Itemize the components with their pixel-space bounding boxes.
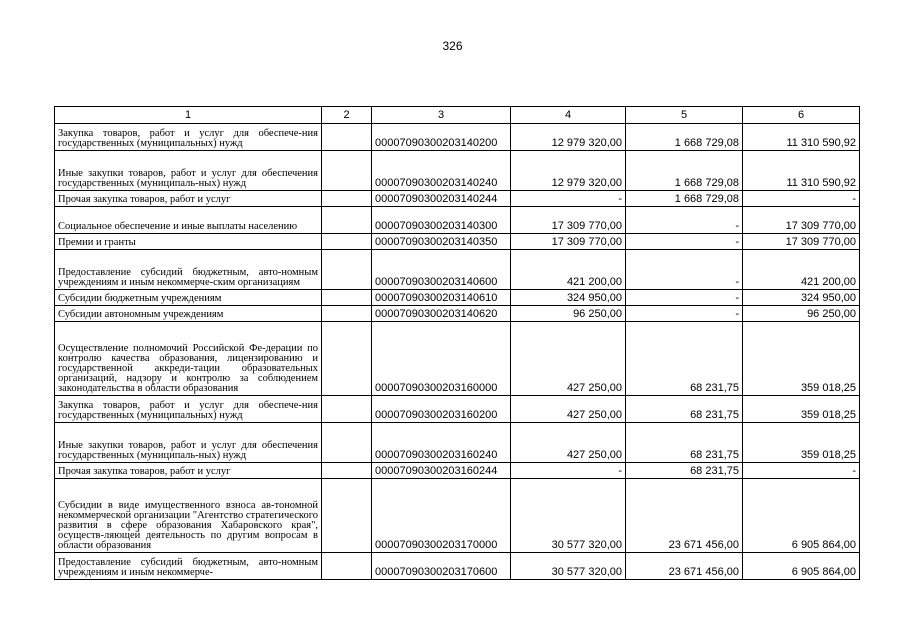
row-plan-cell: 17 309 770,00 [511, 234, 626, 250]
row-name-cell: Иные закупки товаров, работ и услуг для обеспечения государственных (муниципаль-ных) нужд [55, 151, 322, 191]
row-code-cell: 00007090300203160244 [372, 463, 511, 479]
row-plan-cell: 30 577 320,00 [511, 479, 626, 553]
row-name-cell: Закупка товаров, работ и услуг для обеспече-ния государственных (муниципальных) нужд [55, 124, 322, 151]
row-plan-cell: 12 979 320,00 [511, 124, 626, 151]
table-row [55, 423, 860, 463]
row-executed-cell: 68 231,75 [626, 463, 743, 479]
column-header: 4 [511, 107, 626, 124]
table-row [55, 250, 860, 290]
row-executed-cell: 68 231,75 [626, 423, 743, 463]
row-admin-cell [322, 191, 372, 207]
row-executed-cell: - [626, 234, 743, 250]
row-name-cell: Субсидии бюджетным учреждениям [55, 290, 322, 306]
row-executed-cell: - [626, 207, 743, 234]
row-plan-cell: 324 950,00 [511, 290, 626, 306]
row-name-cell: Предоставление субсидий бюджетным, авто-номным учреждениям и иным некоммерче-ским организациям [55, 250, 322, 290]
row-admin-cell [322, 322, 372, 396]
table-row [55, 234, 860, 250]
row-name-cell: Социальное обеспечение и иные выплаты населению [55, 207, 322, 234]
table-row [55, 463, 860, 479]
row-plan-cell: - [511, 463, 626, 479]
table-row [55, 553, 860, 580]
row-plan-cell: 96 250,00 [511, 306, 626, 322]
row-admin-cell [322, 396, 372, 423]
row-remainder-cell: 359 018,25 [743, 423, 860, 463]
row-admin-cell [322, 553, 372, 580]
row-plan-cell: 427 250,00 [511, 423, 626, 463]
row-plan-cell: 12 979 320,00 [511, 151, 626, 191]
row-admin-cell [322, 124, 372, 151]
row-code-cell: 00007090300203140300 [372, 207, 511, 234]
row-remainder-cell: - [743, 463, 860, 479]
row-remainder-cell: 324 950,00 [743, 290, 860, 306]
row-code-cell: 00007090300203140200 [372, 124, 511, 151]
row-plan-cell: 17 309 770,00 [511, 207, 626, 234]
row-code-cell: 00007090300203160200 [372, 396, 511, 423]
row-remainder-cell: 6 905 864,00 [743, 553, 860, 580]
row-admin-cell [322, 423, 372, 463]
row-remainder-cell: 17 309 770,00 [743, 234, 860, 250]
row-code-cell: 00007090300203160240 [372, 423, 511, 463]
row-admin-cell [322, 207, 372, 234]
row-executed-cell: 23 671 456,00 [626, 553, 743, 580]
row-name-cell: Иные закупки товаров, работ и услуг для обеспечения государственных (муниципаль-ных) нужд [55, 423, 322, 463]
table-row [55, 396, 860, 423]
row-remainder-cell: 421 200,00 [743, 250, 860, 290]
row-executed-cell: 1 668 729,08 [626, 151, 743, 191]
row-name-cell: Прочая закупка товаров, работ и услуг [55, 463, 322, 479]
row-admin-cell [322, 479, 372, 553]
row-code-cell: 00007090300203170000 [372, 479, 511, 553]
row-plan-cell: 427 250,00 [511, 396, 626, 423]
row-plan-cell: 421 200,00 [511, 250, 626, 290]
row-executed-cell: 68 231,75 [626, 322, 743, 396]
row-executed-cell: 1 668 729,08 [626, 124, 743, 151]
row-remainder-cell: 11 310 590,92 [743, 124, 860, 151]
row-code-cell: 00007090300203170600 [372, 553, 511, 580]
row-code-cell: 00007090300203160000 [372, 322, 511, 396]
row-executed-cell: - [626, 250, 743, 290]
column-header: 5 [626, 107, 743, 124]
row-admin-cell [322, 250, 372, 290]
row-admin-cell [322, 151, 372, 191]
page-number: 326 [442, 39, 463, 53]
row-name-cell: Субсидии автономным учреждениям [55, 306, 322, 322]
column-header: 2 [322, 107, 372, 124]
table-row [55, 290, 860, 306]
row-executed-cell: 1 668 729,08 [626, 191, 743, 207]
row-remainder-cell: 11 310 590,92 [743, 151, 860, 191]
row-code-cell: 00007090300203140620 [372, 306, 511, 322]
budget-table [54, 106, 860, 580]
table-row [55, 479, 860, 553]
table-row [55, 306, 860, 322]
row-remainder-cell: 359 018,25 [743, 322, 860, 396]
row-executed-cell: - [626, 290, 743, 306]
row-name-cell: Прочая закупка товаров, работ и услуг [55, 191, 322, 207]
column-header: 1 [55, 107, 322, 124]
column-header: 6 [743, 107, 860, 124]
row-name-cell: Субсидии в виде имущественного взноса ав-тономной некоммерческой организации "Агентство стратегического развития в сфере образования Хабаровского края", осуществ-ляющей деятельность по другим вопросам в области образования [55, 479, 322, 553]
row-admin-cell [322, 463, 372, 479]
row-remainder-cell: 17 309 770,00 [743, 207, 860, 234]
table-row [55, 322, 860, 396]
row-name-cell: Премии и гранты [55, 234, 322, 250]
row-executed-cell: 23 671 456,00 [626, 479, 743, 553]
row-executed-cell: 68 231,75 [626, 396, 743, 423]
row-name-cell: Закупка товаров, работ и услуг для обеспече-ния государственных (муниципальных) нужд [55, 396, 322, 423]
table-row [55, 124, 860, 151]
row-code-cell: 00007090300203140244 [372, 191, 511, 207]
header-row [55, 107, 860, 124]
row-admin-cell [322, 234, 372, 250]
table-row [55, 191, 860, 207]
row-name-cell: Осуществление полномочий Российской Фе-дерации по контролю качества образования, лицензированию и государственной аккреди-тации образовательных организаций, надзору и контролю за соблюдением законодательства в области образования [55, 322, 322, 396]
row-plan-cell: 427 250,00 [511, 322, 626, 396]
table-row [55, 151, 860, 191]
row-executed-cell: - [626, 306, 743, 322]
row-admin-cell [322, 306, 372, 322]
row-plan-cell: 30 577 320,00 [511, 553, 626, 580]
row-remainder-cell: 96 250,00 [743, 306, 860, 322]
table-row [55, 207, 860, 234]
row-code-cell: 00007090300203140240 [372, 151, 511, 191]
row-name-cell: Предоставление субсидий бюджетным, авто-номным учреждениям и иным некоммерче- [55, 553, 322, 580]
row-code-cell: 00007090300203140600 [372, 250, 511, 290]
row-remainder-cell: - [743, 191, 860, 207]
row-code-cell: 00007090300203140350 [372, 234, 511, 250]
row-code-cell: 00007090300203140610 [372, 290, 511, 306]
row-plan-cell: - [511, 191, 626, 207]
row-remainder-cell: 359 018,25 [743, 396, 860, 423]
row-remainder-cell: 6 905 864,00 [743, 479, 860, 553]
row-admin-cell [322, 290, 372, 306]
column-header: 3 [372, 107, 511, 124]
